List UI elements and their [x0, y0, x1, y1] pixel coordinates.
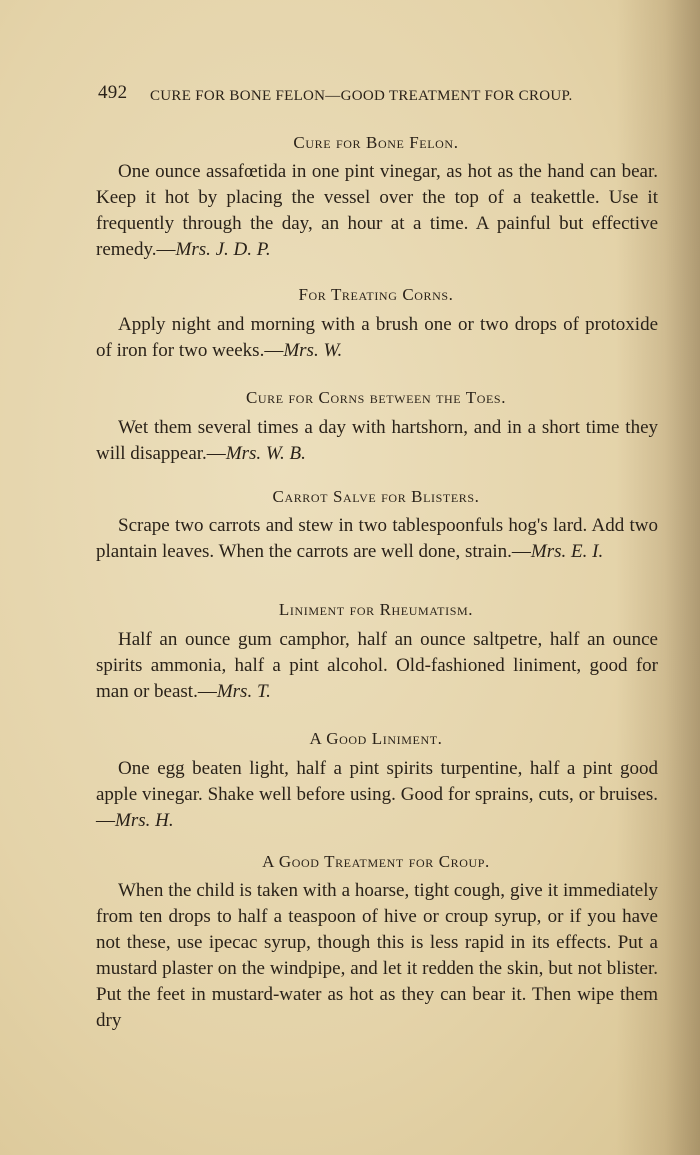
recipe-title: A Good Treatment for Croup.	[262, 852, 490, 871]
recipe-attribution: Mrs. W.	[283, 340, 343, 361]
recipe-instructions: Wet them several times a day with hartshorn, and in a short time they will disappear.—	[96, 417, 658, 464]
recipe-text	[96, 159, 658, 263]
page-number: 492	[98, 82, 128, 103]
recipe-text	[96, 513, 658, 565]
recipe-instructions: When the child is taken with a hoarse, tight cough, give it immediately from ten drops to half a teaspoon of hive or croup syrup, or if you have not these, use ipecac syrup, though this is less rapid in its effects. Put a mustard plaster on the windpipe, and let it redden the skin, but not blister. Put the feet in mustard-water as hot as they can bear it. Then wipe them dry	[96, 880, 658, 1031]
recipe-attribution: Mrs. T.	[216, 681, 271, 702]
recipe-text	[96, 415, 658, 467]
recipe-text	[96, 878, 658, 1034]
recipe-text	[96, 312, 658, 364]
recipe-attribution: Mrs. H.	[115, 810, 174, 831]
recipe-title: Cure for Bone Felon.	[293, 133, 459, 152]
recipe-instructions: Apply night and morning with a brush one or two drops of protoxide of iron for two weeks.—	[96, 314, 658, 361]
recipe-attribution: Mrs. E. I.	[530, 541, 604, 562]
recipe-attribution: Mrs. J. D. P.	[175, 239, 271, 260]
recipe-instructions: Half an ounce gum camphor, half an ounce saltpetre, half an ounce spirits ammonia, half a pint alcohol. Old-fashioned liniment, good for man or beast.—	[96, 629, 658, 702]
recipe-title: Liniment for Rheumatism.	[278, 600, 474, 619]
recipe-title: Cure for Corns between the Toes.	[245, 388, 507, 407]
running-head-title: CURE FOR BONE FELON—GOOD TREATMENT FOR CROUP.	[150, 88, 573, 104]
recipe-instructions: One ounce assafœtida in one pint vinegar, as hot as the hand can bear. Keep it hot by placing the vessel over the top of a teakettle. Use it frequently through the day, an hour at a time. A painful but effective remedy.—	[96, 161, 658, 260]
recipe-title: Carrot Salve for Blisters.	[272, 487, 480, 506]
recipe-instructions: One egg beaten light, half a pint spirits turpentine, half a pint good apple vinegar. Shake well before using. Good for sprains, cuts, or bruises.—	[96, 758, 658, 831]
recipe-instructions: Scrape two carrots and stew in two tablespoonfuls hog's lard. Add two plantain leaves. When the carrots are well done, strain.—	[96, 515, 658, 562]
running-head	[98, 82, 646, 110]
recipe-title: A Good Liniment.	[309, 729, 443, 748]
recipe-attribution: Mrs. W. B.	[225, 443, 306, 464]
recipe-title: For Treating Corns.	[298, 285, 454, 304]
recipe-text	[96, 627, 658, 705]
recipe-text	[96, 756, 658, 834]
